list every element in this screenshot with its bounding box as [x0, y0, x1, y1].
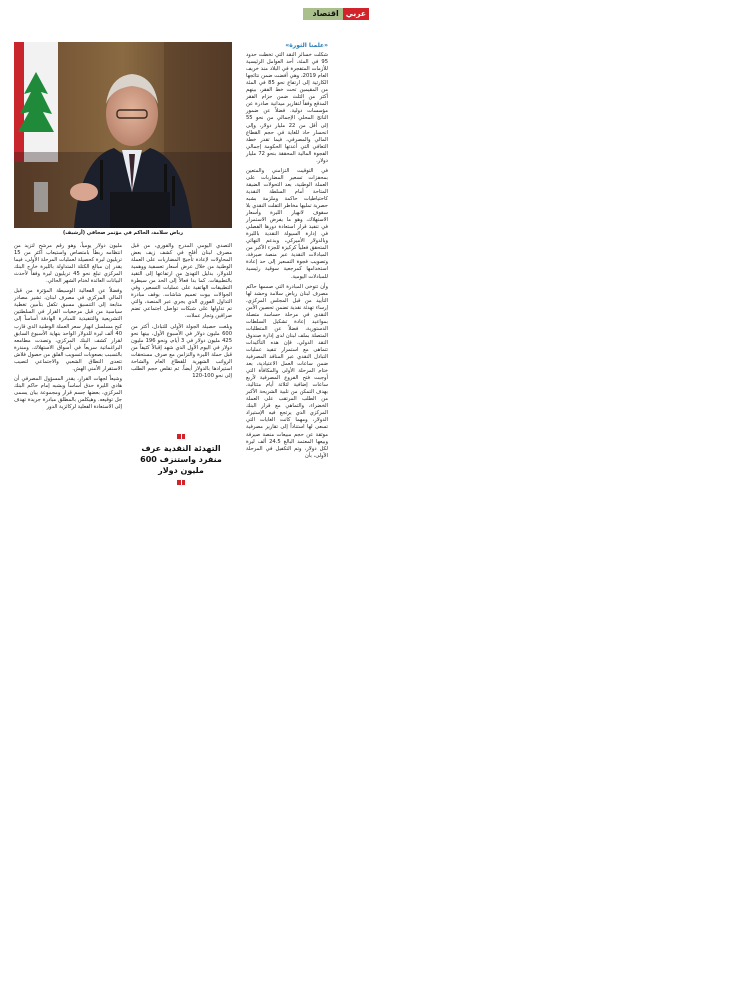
- article-paragraph: وشيعاً لجهات القرار، يقدر المسؤول المصرفي أن هادي الليرة حذق أساساً وبشبه إمام حاكم البنك المركزي، بعضها جسم قرار ومجموعة بيان يسمى جل توقيعه. وهيكلس بالمطلق مبادرة جريدة تهدف إلى الاستعادة الفعلية لركائزية الدور: [14, 375, 122, 411]
- article-paragraph: في التوقيت التزامني والمتعين بمحفزات تسعير المضاربات على العملة الوطنية، بعد التحولات الضيقة المتاحة أمام السلطة النقدية كاحتياطيات حاكمة وملزمة بشبه حصرية تمليها مخاطر التفلت النقدي بلا سقوف لانهيار الليرة وأسعار الاستهلاك، وهو ما يفرض الاستمرار في تنفيذ قرار استعادة دورها الفصلي في إدارة السيولة النقدية بالليرة وبالدولار الأميركي، وبدعم النهائي المتحقق فعلياً كركيزة للجزء الأكبر من المبادلات النقدية عبر منصة صيرفة، وتصويب فجوة التسعير إلى حد إعادة استخدامها كمرجعية سوقية رئيسية للمبادلات اليومية.: [246, 167, 328, 280]
- article-paragraph: وبلغت حصيلة الجولة الأولى للتبادل، أكثر من 600 مليون دولار في الأسبوع الأول، بينها نحو 425 مليون دولار في 3 أيام، ونحو 196 مليون دولار في اليوم الأول الذي شهد إقبالاً كثيفاً من قبل حملة الليرة والتزامن مع صرف مستحقات الرواتب الشهرية للقطاع العام والشاحة استيرادها بالدولار أيضاً. ثم تقلص حجم الطلب إلى نحو 100-120: [131, 323, 233, 379]
- lebanese-flag: [14, 42, 58, 162]
- section-header: [303, 8, 369, 20]
- article-column-left: [14, 243, 122, 414]
- article-column-right: [246, 42, 328, 463]
- article-lead: «علمنا الثورة»: [285, 42, 328, 49]
- article-column-middle: [131, 243, 232, 383]
- article-paragraph: التصدي اليومي المدرج والفوري، من قبل مصرف لبنان أفلح في كشف زيف بعض المحاولات لإعادة تأجيج المضاربات على العملة الوطنية من خلال عرض أسعار تعسفية ووهمية للدولار، بدليل التهدئ من ارتفاعها إلى التقيد بالتطبيقات. كما بدا فعالاً إلى الحد من سيطرة التطبيقات الهاتفية على عمليات التسعير، وفي الجوالات بيوت تعميم شاشات. بوقف مبادرة التداول الفوري الذي يجري عبر المنصة، والتي تم تداولها على شبكات تواصل اجتماعي تضم صرافين وتجار عملات.: [131, 243, 232, 320]
- quote-mark-icon: [177, 434, 185, 439]
- pull-quote-text: التهدئة النقدية عرف منفرد واستنزف 600 مليون دولار: [140, 444, 222, 475]
- section-name: اقتصاد: [303, 8, 343, 20]
- quote-mark-icon: [177, 480, 185, 485]
- article-paragraph: مليون دولار يومياً، وهو رقم مرشح لتزيد من انتظامه ربطاً بامتصاص واستيعاب أكثر من 15 تريليون ليرة كحصيلة لعمليات المرحلة الأولى، فيما يقدر إن مبالغ الكتلة المتداولة بالليرة خارج البنك المركزي تبلغ نحو 45 تريليون ليرة وفقاً لأحدث البيانات العائدة لختام الشهر الحالي.: [14, 243, 122, 285]
- pull-quote: [136, 434, 226, 485]
- article-photo-image: [14, 42, 232, 228]
- article-paragraph: وأن تتوخى المبادرة التي صممها حاكم مصرف لبنان رياض سلامة وحشد لها التأييد من قبل المجلس المركزي، إرساء تهدئة نقدية تضمن تحصين الأمن النقدي في مرحلة حساسة متصلة بمواعيد إعادة تشكيل السلطات الدستورية، فضلاً عن المتطلبات المتصلة بملف لبنان لدى إدارة صندوق النقد الدولي، فإن هذه التأكيدات تتماهى مع استمرار تنفيذ عمليات التبادل النقدي عبر المنافذ المصرفية ضمن ساعات العمل الاعتيادية، بعد ختام المرحلة الأولى والمكافأة التي أوجبت فتح الفروع المصرفية لأربع ساعات إضافية لثلاثة أيام متتالية، بهدف التمكن من تلبية الشريحة الأكبر من الطلب المرتقب على العملة الخضراء، والتماهي مع قرار البنك المركزي الذي يرتجع فيه الإستيراد الدولار، ومهما كانت الغايات التي تسعى لها استناداً إلى تقارير مصرفية موثقة عن حجم مبيعات منصة صيرفة وبيعها المعتمد البالغ 24.5 ألف ليرة لكل دولار، وتم التكفيل في المرحلة الأولى، بأن: [246, 283, 328, 459]
- photo-caption: رياض سلامة، الحاكم في مؤتمر صحافي (أرشيف): [62, 230, 184, 236]
- article-photo: [14, 42, 232, 228]
- article-paragraph: شكلت خسائر النقد التي تخطت حدود 95 في المئة، أحد العوامل الرئيسية للأزمات المتفجرة في البلاد منذ خريف العام 2019، وهي أفضت ضمن نتائجها الكارثية إلى ارتفاع نحو 85 في المئة من المقيمين تحت خط الفقر، بينهم أكثر من الثلث ضمن حزام الفقر المدقع وفقاً لتقارير ميدانية صادرة عن مؤسسات دولية. فضلاً عن ضمور الناتج المحلي الإجمالي من نحو 55 إلى أقل من 22 مليار دولار، وإلى انحسار حاد للغاية في حجم القطاع المالي والمصرفي، فيما تقدر خطة التعافي التي أعدتها الحكومة إجمالي الفجوة المالية المحققة بنحو 72 مليار دولار.: [246, 52, 329, 164]
- section-brand-label: عربي: [343, 8, 369, 20]
- article-paragraph: وفضلاً عن الفعالية الوسيطة المؤثرة من قبل المالي المركزي في مصرف لبنان، تشير مصادر متابعة إلى التنسيق مسبق تكفل بتأمين تغطية سياسية من قبل مرجعيات القرار في السلطتين التشريعية والتنفيذية للمبادرة الهادفة أساساً إلى كبح مسلسل انهيار سعر العملة الوطنية الذي قارب 40 ألف ليرة للدولار الواحد بنهاية الأسبوع السابق لقرار كشف البنك المركزي، وتصدت مطامعه البراغماتية سريعاً في أسواق الاستهلاك، ومنذرة بالتسبب بصعوبات لتسويب الفلق من حصول فلاش تتعدى النطاق الشعبي والاجتماعي لتصيب الاستقرار الأمني الهش.: [14, 288, 122, 372]
